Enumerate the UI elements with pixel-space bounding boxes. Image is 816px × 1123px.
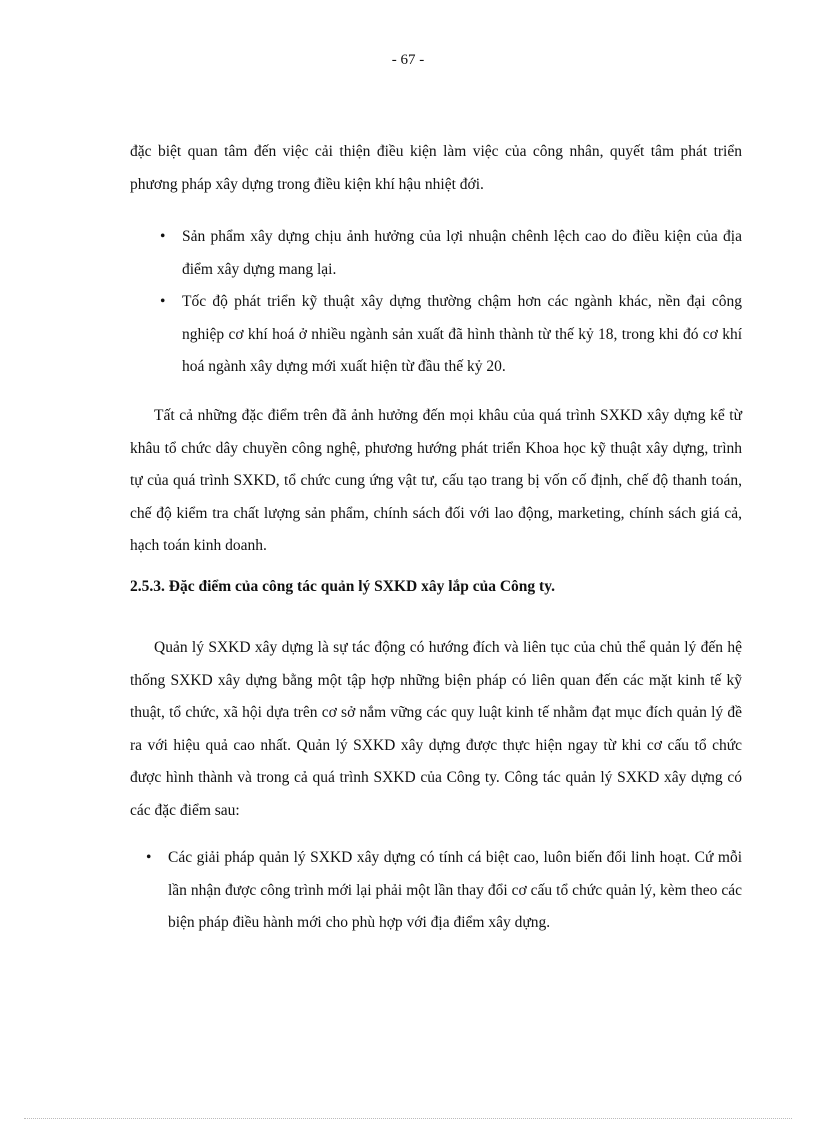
body-paragraph: Tất cả những đặc điểm trên đã ảnh hưởng đến mọi khâu của quá trình SXKD xây dựng kể từ khâu tổ chức dây chuyền công nghệ, phương hướng phát triển Khoa học kỹ thuật xây dựng, trình tự của quá trình SXKD, tổ chức cung ứng vật tư, cấu tạo trang bị vốn cố định, chế độ thanh toán, chế độ kiểm tra chất lượng sản phẩm, chính sách đối với lao động, marketing, chính sách giá cả, hạch toán kinh doanh. xyxy=(130,407,742,554)
page-number: - 67 - xyxy=(391,52,425,68)
list-item-text: Các giải pháp quản lý SXKD xây dựng có tính cá biệt cao, luôn biến đổi linh hoạt. Cứ mỗi lần nhận được công trình mới lại phải một lần thay đổi cơ cấu tổ chức quản lý, kèm theo các biện pháp điều hành mới cho phù hợp với địa điểm xây dựng. xyxy=(168,849,742,931)
bullet-icon: • xyxy=(160,228,166,245)
bullet-icon: • xyxy=(160,293,166,310)
intro-paragraph: đặc biệt quan tâm đến việc cải thiện điều kiện làm việc của công nhân, quyết tâm phát triển phương pháp xây dựng trong điều kiện khí hậu nhiệt đới. xyxy=(130,143,742,193)
bullet-list-2 xyxy=(146,842,742,940)
list-item-text: Tốc độ phát triển kỹ thuật xây dựng thường chậm hơn các ngành khác, nền đại công nghiệp cơ khí hoá ở nhiều ngành sản xuất đã hình thành từ thế kỷ 18, trong khi đó cơ khí hoá ngành xây dựng mới xuất hiện từ đầu thế kỷ 20. xyxy=(182,293,742,375)
list-item xyxy=(146,842,742,940)
page-bottom-divider xyxy=(24,1118,792,1119)
list-item xyxy=(160,286,742,384)
body-paragraph: Quản lý SXKD xây dựng là sự tác động có hướng đích và liên tục của chủ thể quản lý đến hệ thống SXKD xây dựng bằng một tập hợp những biện pháp có liên quan đến các mặt kinh tế kỹ thuật, tổ chức, xã hội dựa trên cơ sở nắm vững các quy luật kinh tế nhằm đạt mục đích quản lý đề ra với hiệu quả cao nhất. Quản lý SXKD xây dựng được thực hiện ngay từ khi cơ cấu tổ chức được hình thành và trong cả quá trình SXKD của Công ty. Công tác quản lý SXKD xây dựng có các đặc điểm sau: xyxy=(130,639,742,819)
bullet-list-1 xyxy=(160,221,742,384)
section-heading: 2.5.3. Đặc điểm của công tác quản lý SXKD xây lắp của Công ty. xyxy=(130,578,555,595)
list-item-text: Sản phẩm xây dựng chịu ảnh hưởng của lợi nhuận chênh lệch cao do điều kiện của địa điểm xây dựng mang lại. xyxy=(182,228,742,278)
bullet-icon: • xyxy=(146,849,152,866)
list-item xyxy=(160,221,742,286)
